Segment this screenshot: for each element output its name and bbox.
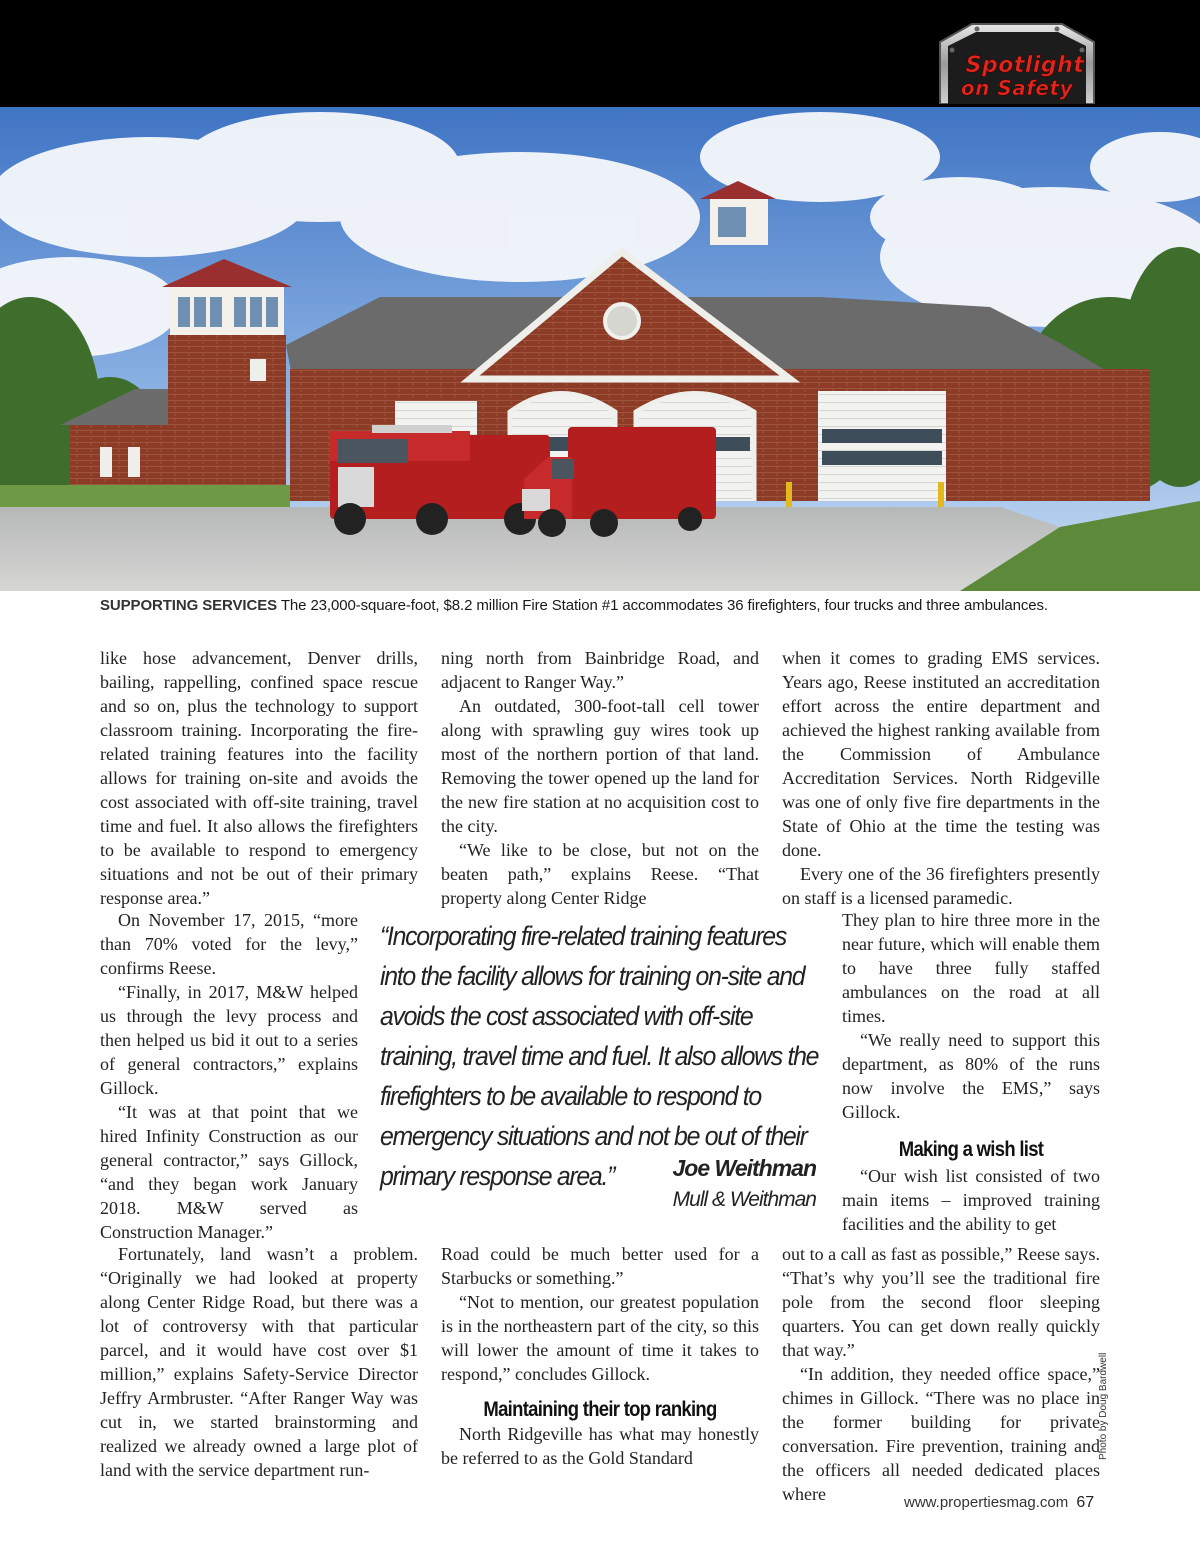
pull-quote-organization: Mull & Weithman <box>672 1188 816 1211</box>
paragraph: when it comes to grading EMS services. Years ago, Reese instituted an accreditation effort across the entire department and achieved the highest ranking available from the Commission of Ambulance Accreditation Services. North Ridgeville was one of only five fire departments in the State of Ohio at the time the testing was done. <box>782 648 1100 860</box>
paragraph: “Not to mention, our greatest population is in the northeastern part of the city, so this will lower the amount of time it takes to respond,” concludes Gillock. <box>441 1292 759 1384</box>
paragraph: On November 17, 2015, “more than 70% voted for the levy,” confirms Reese. <box>100 910 358 978</box>
pull-quote: “Incorporating fire-related training features into the facility allows for training on-site and avoids the cost associated with off-site training, travel time and fuel. It also allows the firefighters to be available to respond to emergency situations and not be out of their primary response area.” <box>380 921 819 1191</box>
paragraph: like hose advancement, Denver drills, bailing, rappelling, confined space rescue and so on, plus the technology to support classroom training. Incorporating the fire-related training features into the facility allows for training on-site and avoids the cost associated with off-site training, travel time and fuel. It also allows the firefighters to be available to respond to emergency situations and not be out of their primary response area.” <box>100 648 418 908</box>
pull-quote-author: Joe Weithman <box>672 1155 816 1181</box>
spotlight-badge <box>932 20 1102 104</box>
paragraph: “We really need to support this department, as 80% of the runs now involve the EMS,” says Gillock. <box>842 1030 1100 1122</box>
page-footer <box>904 1494 1104 1512</box>
website-url: www.propertiesmag.com <box>904 1494 1069 1511</box>
column-1-top <box>100 646 418 910</box>
column-3-bottom <box>782 1242 1100 1506</box>
page-number: 67 <box>1076 1494 1095 1511</box>
paragraph: “We like to be close, but not on the beaten path,” explains Reese. “That property along Center Ridge <box>441 840 759 908</box>
paragraph: “It was at that point that we hired Infinity Construction as our general contractor,” says Gillock, “and they began work January 2018. M&W served as Construction Manager.” <box>100 1102 358 1242</box>
subhead-wishlist: Making a wish list <box>898 1138 1044 1161</box>
paragraph: North Ridgeville has what may honestly be referred to as the Gold Standard <box>441 1424 759 1468</box>
caption-label: SUPPORTING SERVICES <box>100 597 278 614</box>
column-1-bottom <box>100 1242 418 1482</box>
photo-caption <box>100 597 1110 614</box>
subhead-ranking: Maintaining their top ranking <box>483 1398 717 1421</box>
paragraph: “In addition, they needed office space,” chimes in Gillock. “There was no place in the former building for private conversation. Fire prevention, training and the officers all needed dedicated places where <box>782 1364 1100 1504</box>
paragraph: “Finally, in 2017, M&W helped us through the levy process and then helped us bid it out to a series of general contractors,” explains Gillock. <box>100 982 358 1098</box>
column-3-middle <box>842 908 1100 1236</box>
paragraph: They plan to hire three more in the near future, which will enable them to have three fully staffed ambulances on the road at all times. <box>842 910 1100 1026</box>
photo-credit: Photo by Doug Bardwell <box>1098 1352 1109 1460</box>
paragraph: Fortunately, land wasn’t a problem. “Originally we had looked at property along Center Ridge Road, but there was a lot of controversy with that particular parcel, and it would have cost over $1 million,” explains Safety-Service Director Jeffry Armbruster. “After Ranger Way was cut in, we started brainstorming and realized we already owned a large plot of land with the service department run- <box>100 1244 418 1480</box>
paragraph: “Our wish list consisted of two main items – improved training facilities and the ability to get <box>842 1166 1100 1234</box>
caption-text: The 23,000-square-foot, $8.2 million Fire Station #1 accommodates 36 firefighters, four trucks and three ambulances. <box>280 597 1048 614</box>
column-2-top <box>441 646 759 910</box>
column-3-top <box>782 646 1100 910</box>
paragraph: Road could be much better used for a Starbucks or something.” <box>441 1244 759 1288</box>
badge-subtitle: on Safety <box>960 76 1074 100</box>
paragraph: out to a call as fast as possible,” Reese says. “That’s why you’ll see the traditional fire pole from the second floor sleeping quarters. You can get down really quickly that way.” <box>782 1244 1100 1360</box>
paragraph: ning north from Bainbridge Road, and adjacent to Ranger Way.” <box>441 648 759 692</box>
paragraph: Every one of the 36 firefighters presently on staff is a licensed paramedic. <box>782 864 1100 908</box>
column-2-bottom <box>441 1242 759 1470</box>
badge-title: Spotlight <box>965 53 1085 78</box>
column-1-middle <box>100 908 358 1244</box>
fire-station-photo <box>0 107 1200 591</box>
paragraph: An outdated, 300-foot-tall cell tower along with sprawling guy wires took up most of the northern portion of that land. Removing the tower opened up the land for the new fire station at no acquisition cost to the city. <box>441 696 759 836</box>
